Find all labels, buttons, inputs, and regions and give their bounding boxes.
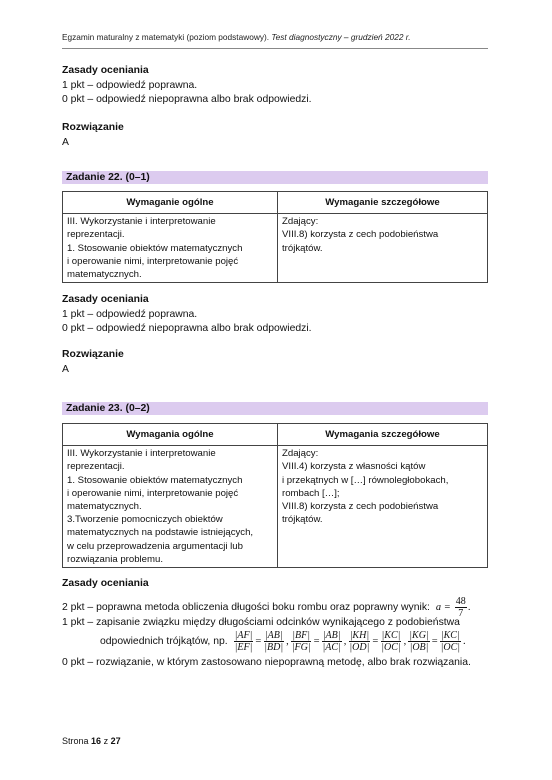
t23-col2-header: Wymagania szczegółowe: [278, 424, 488, 446]
zasady-line-2: 0 pkt – odpowiedź niepoprawna albo brak odpowiedzi.: [62, 94, 312, 105]
t23-zasady-heading: Zasady oceniania: [62, 578, 149, 589]
footer-prefix: Strona: [62, 736, 89, 746]
ratio-fraction: [348, 630, 370, 653]
fraction-denominator: |EF|: [234, 641, 253, 653]
fraction-denominator: |OC|: [381, 641, 401, 653]
header-italic: Test diagnostyczny – grudzień 2022 r.: [271, 32, 411, 42]
fraction-numerator: |KC|: [381, 629, 401, 641]
t22-s-line: trójkątów.: [282, 242, 323, 254]
fraction-numerator: 48: [455, 595, 466, 607]
fraction-denominator: |OC|: [440, 641, 460, 653]
t23-pkt1-line2: [100, 628, 467, 654]
t22-g-line: matematycznych.: [67, 269, 142, 281]
t23-general-cell: [63, 446, 278, 568]
t23-pkt2-line: 2 pkt – poprawna metoda obliczenia długości boku rombu oraz poprawny wynik: a = $\frac{48}{7}$ .: [62, 595, 471, 619]
t23-g-line: 1. Stosowanie obiektów matematycznych: [67, 474, 243, 486]
ratio-fraction: [440, 630, 461, 653]
ratio-fraction: [322, 630, 342, 653]
fraction-numerator: |AB|: [322, 629, 341, 641]
t23-s-line: Zdający:: [282, 448, 319, 460]
header-text: Egzamin maturalny z matematyki (poziom podstawowy).: [62, 32, 270, 42]
t23-specific-cell: [278, 446, 488, 568]
t23-s-line: VIII.8) korzysta z cech podobieństwa: [282, 501, 439, 513]
task-22-title: Zadanie 22. (0–1): [62, 171, 488, 184]
t23-ratios: $\frac{|AF|}{|EF|}$ = $\frac{|AB|}{|BD|}$ , $\frac{|BF|}{|FG|}$ = $\frac{|AB|}{|AC|}$ , $\frac{|KH|}{|OD|}$ = $\frac{|KC|}{|OC|}$ , $\frac{|KG|}{|OB|}$ = $\frac{|KC|}{|OC|}$ .: [234, 629, 466, 653]
t23-g-line: 3.Tworzenie pomocniczych obiektów: [67, 514, 223, 526]
ratio-fraction: [291, 630, 312, 653]
ratio-fraction: [234, 630, 254, 653]
task-23-requirements-table: [62, 423, 488, 568]
t23-col1-header: Wymagania ogólne: [63, 424, 278, 446]
t23-pkt1-text2: odpowiednich trójkątów, np.: [100, 635, 228, 647]
t22-zasady-line-1: 1 pkt – odpowiedź poprawna.: [62, 309, 198, 320]
t22-col1-header: Wymaganie ogólne: [63, 192, 278, 214]
header-rule: [62, 48, 488, 49]
t23-g-line: III. Wykorzystanie i interpretowanie: [67, 448, 216, 460]
t22-zasady-line-2: 0 pkt – odpowiedź niepoprawna albo brak odpowiedzi.: [62, 323, 312, 334]
t23-pkt2-formula-lhs: a =: [435, 601, 451, 613]
fraction-denominator: |OD|: [349, 641, 370, 653]
task-23-title: Zadanie 23. (0–2): [62, 402, 488, 415]
zasady-heading: Zasady oceniania: [62, 65, 149, 76]
t22-g-line: 1. Stosowanie obiektów matematycznych: [67, 242, 243, 254]
ratio-fraction: [263, 630, 284, 653]
t22-col2-header: Wymaganie szczegółowe: [278, 192, 488, 214]
t23-s-line: VIII.4) korzysta z własności kątów: [282, 461, 426, 473]
t23-g-line: reprezentacji.: [67, 461, 125, 473]
fraction-numerator: |AB|: [264, 629, 283, 641]
fraction-denominator: |BD|: [264, 641, 284, 653]
fraction-denominator: |AC|: [322, 641, 341, 653]
fraction-numerator: |AF|: [234, 629, 253, 641]
t23-g-line: rozwiązania problemu.: [67, 553, 163, 565]
t23-g-line: w celu przeprowadzenia argumentacji lub: [67, 540, 243, 552]
t22-specific-cell: [278, 214, 488, 283]
t22-g-line: i operowanie nimi, interpretowanie pojęć: [67, 255, 239, 267]
t22-s-line: VIII.8) korzysta z cech podobieństwa: [282, 229, 439, 241]
t22-zasady-heading: Zasady oceniania: [62, 294, 149, 305]
t23-s-line: trójkątów.: [282, 514, 323, 526]
footer-separator: z: [103, 736, 109, 746]
fraction-numerator: |KG|: [409, 629, 429, 641]
t22-rozwiazanie-answer: A: [62, 364, 69, 375]
fraction-denominator: |FG|: [291, 641, 311, 653]
t22-rozwiazanie-heading: Rozwiązanie: [62, 349, 124, 360]
footer-total-pages: 27: [110, 736, 121, 746]
rozwiazanie-heading: Rozwiązanie: [62, 122, 124, 133]
fraction-denominator: 7: [458, 607, 464, 619]
t22-s-line: Zdający:: [282, 216, 319, 228]
t22-g-line: reprezentacji.: [67, 229, 125, 241]
fraction-numerator: |KH|: [349, 629, 370, 641]
t23-pkt1-text: 1 pkt – zapisanie związku między długościami odcinków wynikającego z podobieństwa: [62, 617, 460, 628]
t23-pkt2-text: 2 pkt – poprawna metoda obliczenia długości boku rombu oraz poprawny wynik:: [62, 601, 430, 613]
t22-g-line: III. Wykorzystanie i interpretowanie: [67, 216, 216, 228]
task-22-requirements-table: [62, 191, 488, 283]
fraction-denominator: |OB|: [409, 641, 429, 653]
t23-pkt0-text: 0 pkt – rozwiązanie, w którym zastosowano niepoprawną metodę, albo brak rozwiązania.: [62, 657, 471, 668]
zasady-line-1: 1 pkt – odpowiedź poprawna.: [62, 80, 198, 91]
page-footer: [62, 736, 121, 746]
t23-g-line: matematycznych na podstawie istniejących,: [67, 527, 254, 539]
ratio-fraction: [408, 630, 429, 653]
fraction-numerator: |BF|: [292, 629, 311, 641]
t23-s-line: rombach […];: [282, 487, 340, 499]
t23-s-line: i przekątnych w […] równoległobokach,: [282, 474, 449, 486]
footer-page-number: 16: [91, 736, 102, 746]
t23-g-line: matematycznych.: [67, 501, 142, 513]
t22-general-cell: [63, 214, 278, 283]
t23-g-line: i operowanie nimi, interpretowanie pojęć: [67, 487, 239, 499]
rozwiazanie-answer: A: [62, 137, 69, 148]
page-header: [62, 32, 411, 42]
ratio-fraction: [380, 630, 401, 653]
fraction-numerator: |KC|: [440, 629, 460, 641]
